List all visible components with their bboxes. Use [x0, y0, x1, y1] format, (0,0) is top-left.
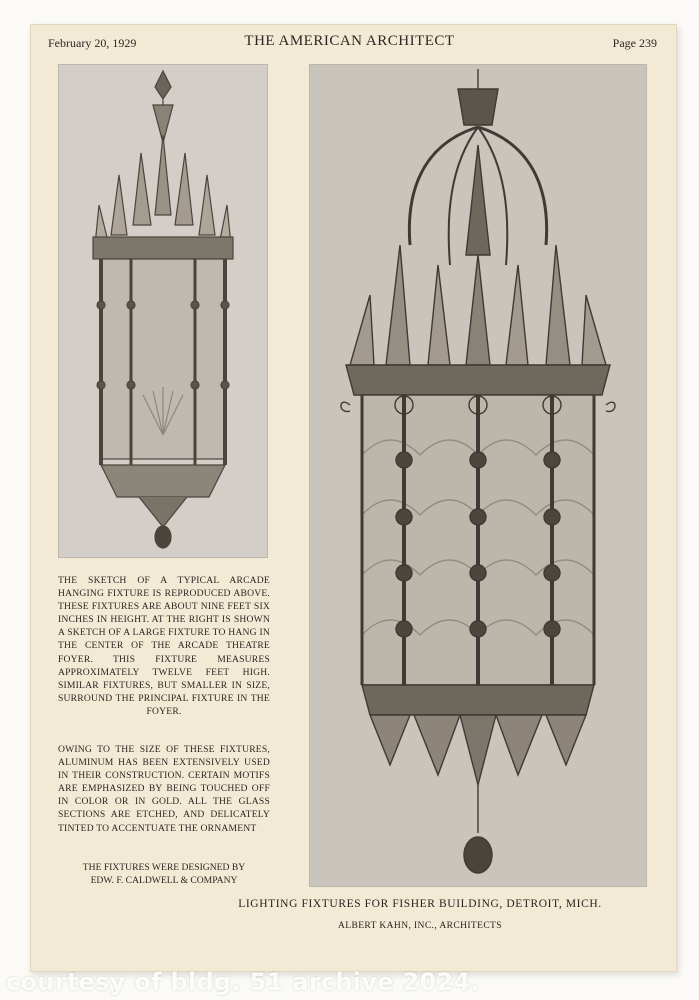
header-title: THE AMERICAN ARCHITECT	[244, 33, 455, 49]
arcade-fixture-drawing	[59, 65, 267, 557]
sketch-description-paragraph: THE SKETCH OF A TYPICAL ARCADE HANGING FIXTURE IS REPRODUCED ABOVE. THESE FIXTURES ARE ABOUT NINE FEET SIX INCHES IN HEIGHT. AT THE RIGHT IS SHOWN A SKETCH OF A LARGE FIXTURE TO HANG IN THE CENTER OF THE ARCADE THEATRE FOYER. THIS FIXTURE MEASURES APPROXIMATELY TWELVE FEET HIGH. SIMILAR FIXTURES, BUT SMALLER IN SIZE, SURROUND THE PRINCIPAL FIXTURE IN THE FOYER.	[58, 575, 270, 717]
arcade-fixture-illustration	[58, 64, 268, 558]
plate-caption: LIGHTING FIXTURES FOR FISHER BUILDING, DETROIT, MICH.	[238, 898, 602, 910]
header-date: February 20, 1929	[48, 36, 137, 50]
foyer-fixture-drawing	[310, 65, 646, 886]
header-page-number: Page 239	[612, 36, 657, 50]
designer-credit	[58, 861, 270, 887]
architects-credit: ALBERT KAHN, INC., ARCHITECTS	[338, 921, 502, 931]
materials-description-paragraph: OWING TO THE SIZE OF THESE FIXTURES, ALUMINUM HAS BEEN EXTENSIVELY USED IN THEIR CONSTRUCTION. CERTAIN MOTIFS ARE EMPHASIZED BY BEING TOUCHED OFF IN COLOR OR IN GOLD. ALL THE GLASS SECTIONS ARE ETCHED, AND DELICATELY TINTED TO ACCENTUATE THE ORNAMENT	[58, 744, 270, 834]
designer-credit-line-1: THE FIXTURES WERE DESIGNED BY	[82, 862, 246, 873]
archive-watermark: courtesy of bldg. 51 archive 2024.	[6, 968, 480, 996]
foyer-fixture-illustration	[309, 64, 647, 887]
designer-credit-line-2: EDW. F. CALDWELL & COMPANY	[90, 875, 238, 886]
